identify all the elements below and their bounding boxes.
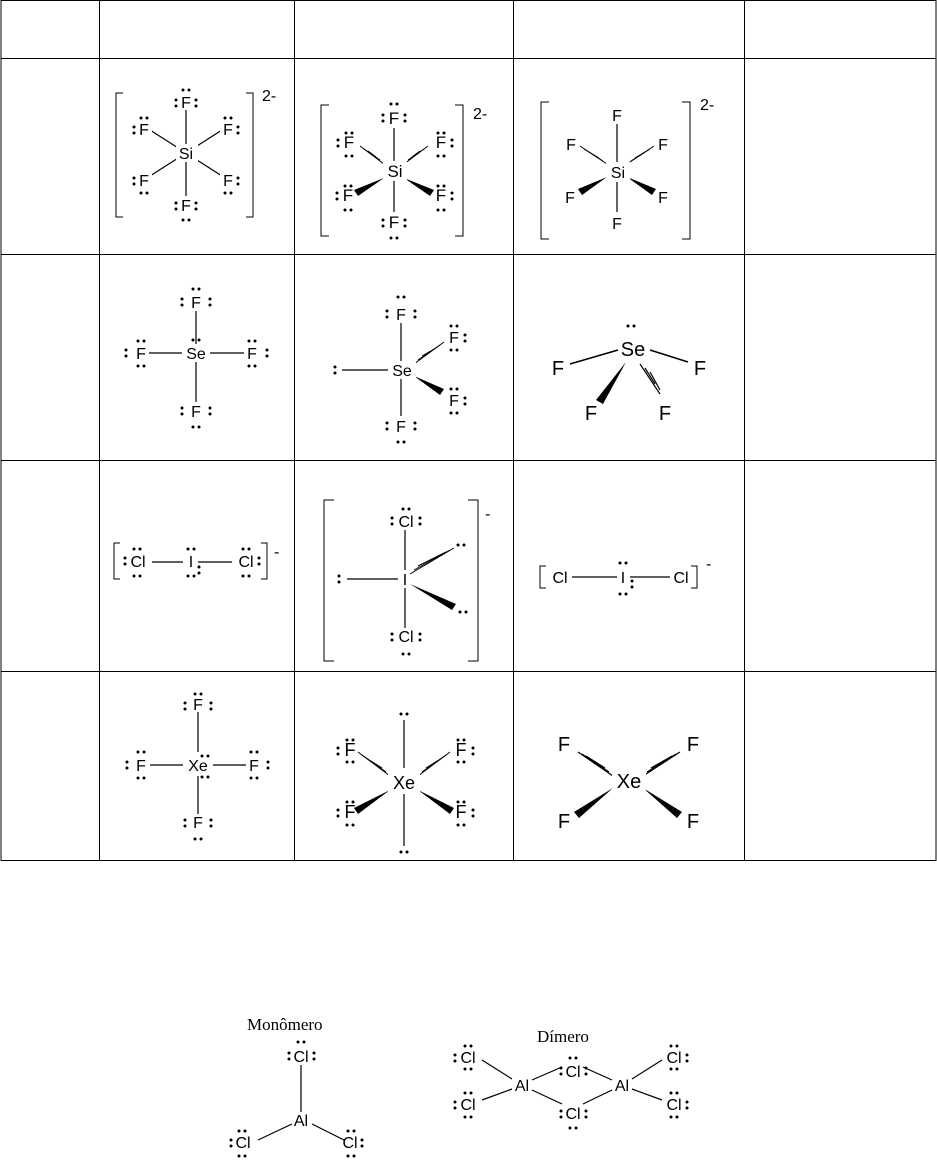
svg-text:Cl: Cl <box>235 1135 251 1152</box>
svg-text:-: - <box>706 556 712 573</box>
svg-text:Cl: Cl <box>673 570 689 587</box>
svg-text:Cl: Cl <box>238 554 254 571</box>
svg-text:F: F <box>612 216 622 233</box>
svg-text:2-: 2- <box>700 97 715 114</box>
svg-text:Al: Al <box>614 1078 630 1095</box>
svg-text:F: F <box>249 758 259 775</box>
svg-text:F: F <box>191 404 201 421</box>
svg-text:F: F <box>193 815 203 832</box>
dimer-label: Dímero <box>537 1027 589 1046</box>
svg-text:I: I <box>620 570 626 587</box>
svg-text:F: F <box>557 734 571 756</box>
sif6-geometry <box>541 97 714 239</box>
svg-text:F: F <box>658 137 668 154</box>
svg-text:F: F <box>342 186 354 205</box>
svg-text:F: F <box>565 190 575 207</box>
svg-text:Cl: Cl <box>398 629 414 646</box>
svg-text:Cl: Cl <box>565 1064 581 1081</box>
svg-text:Cl: Cl <box>460 1097 476 1114</box>
svg-text:F: F <box>344 740 356 760</box>
xef4-geometry <box>558 734 699 833</box>
svg-text:Cl: Cl <box>565 1106 581 1123</box>
svg-text:Si: Si <box>610 165 626 182</box>
svg-text:F: F <box>584 403 598 425</box>
svg-text:Xe: Xe <box>188 758 208 775</box>
svg-text:F: F <box>388 109 400 128</box>
svg-text:Si: Si <box>387 162 403 181</box>
svg-text:F: F <box>136 758 146 775</box>
svg-text:Xe: Xe <box>392 773 416 793</box>
sef4-vsepr <box>334 296 467 444</box>
svg-text:Cl: Cl <box>130 554 146 571</box>
svg-text:F: F <box>686 811 700 833</box>
svg-text:Al: Al <box>514 1078 530 1095</box>
svg-text:Cl: Cl <box>398 514 414 531</box>
svg-text:F: F <box>612 108 622 125</box>
svg-text:F: F <box>693 358 707 380</box>
sef4-geometry <box>552 325 706 426</box>
sif6-lewis <box>116 88 276 222</box>
svg-text:F: F <box>388 213 400 232</box>
svg-text:Cl: Cl <box>342 1135 358 1152</box>
svg-text:F: F <box>449 330 459 347</box>
svg-text:F: F <box>343 133 355 152</box>
svg-text:Cl: Cl <box>666 1097 682 1114</box>
icl2-lewis <box>114 543 279 579</box>
svg-text:F: F <box>344 802 356 822</box>
icl2-vsepr <box>324 500 490 661</box>
svg-text:F: F <box>223 122 233 139</box>
svg-text:Xe: Xe <box>616 771 642 793</box>
svg-text:Cl: Cl <box>666 1050 682 1067</box>
svg-text:F: F <box>191 295 201 312</box>
svg-text:F: F <box>247 346 257 363</box>
svg-text:Se: Se <box>620 339 646 361</box>
svg-text:F: F <box>551 358 565 380</box>
svg-text:I: I <box>188 554 194 571</box>
svg-text:F: F <box>181 95 191 112</box>
xef4-vsepr <box>337 713 475 854</box>
svg-text:I: I <box>402 572 408 589</box>
svg-text:F: F <box>396 419 406 436</box>
svg-text:Si: Si <box>178 146 194 163</box>
svg-text:F: F <box>139 122 149 139</box>
svg-text:F: F <box>181 198 191 215</box>
xef4-lewis <box>126 693 270 841</box>
svg-text:-: - <box>485 506 491 523</box>
monomer-label: Monômero <box>247 1015 323 1034</box>
alcl3-monomer <box>230 1041 364 1158</box>
svg-text:Cl: Cl <box>460 1050 476 1067</box>
svg-text:F: F <box>557 811 571 833</box>
sef4-lewis <box>125 288 269 429</box>
svg-text:F: F <box>193 697 203 714</box>
al2cl6-dimer <box>454 1045 689 1130</box>
sif6-vsepr <box>321 103 487 240</box>
svg-text:F: F <box>566 137 576 154</box>
svg-text:F: F <box>455 802 467 822</box>
svg-text:F: F <box>686 734 700 756</box>
svg-text:Se: Se <box>186 346 206 363</box>
svg-text:F: F <box>136 346 146 363</box>
sif6-charge: 2- <box>262 88 277 105</box>
svg-text:-: - <box>274 544 280 561</box>
svg-text:F: F <box>449 393 459 410</box>
svg-text:Cl: Cl <box>293 1049 309 1066</box>
icl2-geometry <box>540 556 711 596</box>
svg-text:Cl: Cl <box>552 570 568 587</box>
svg-text:Se: Se <box>392 363 412 380</box>
svg-text:Al: Al <box>293 1113 309 1130</box>
svg-text:F: F <box>435 186 447 205</box>
svg-text:2-: 2- <box>473 106 488 123</box>
svg-text:F: F <box>435 133 447 152</box>
svg-text:F: F <box>139 173 149 190</box>
svg-text:F: F <box>396 307 406 324</box>
svg-text:F: F <box>223 173 233 190</box>
svg-text:F: F <box>658 190 668 207</box>
svg-text:F: F <box>455 740 467 760</box>
svg-text:F: F <box>658 403 672 425</box>
